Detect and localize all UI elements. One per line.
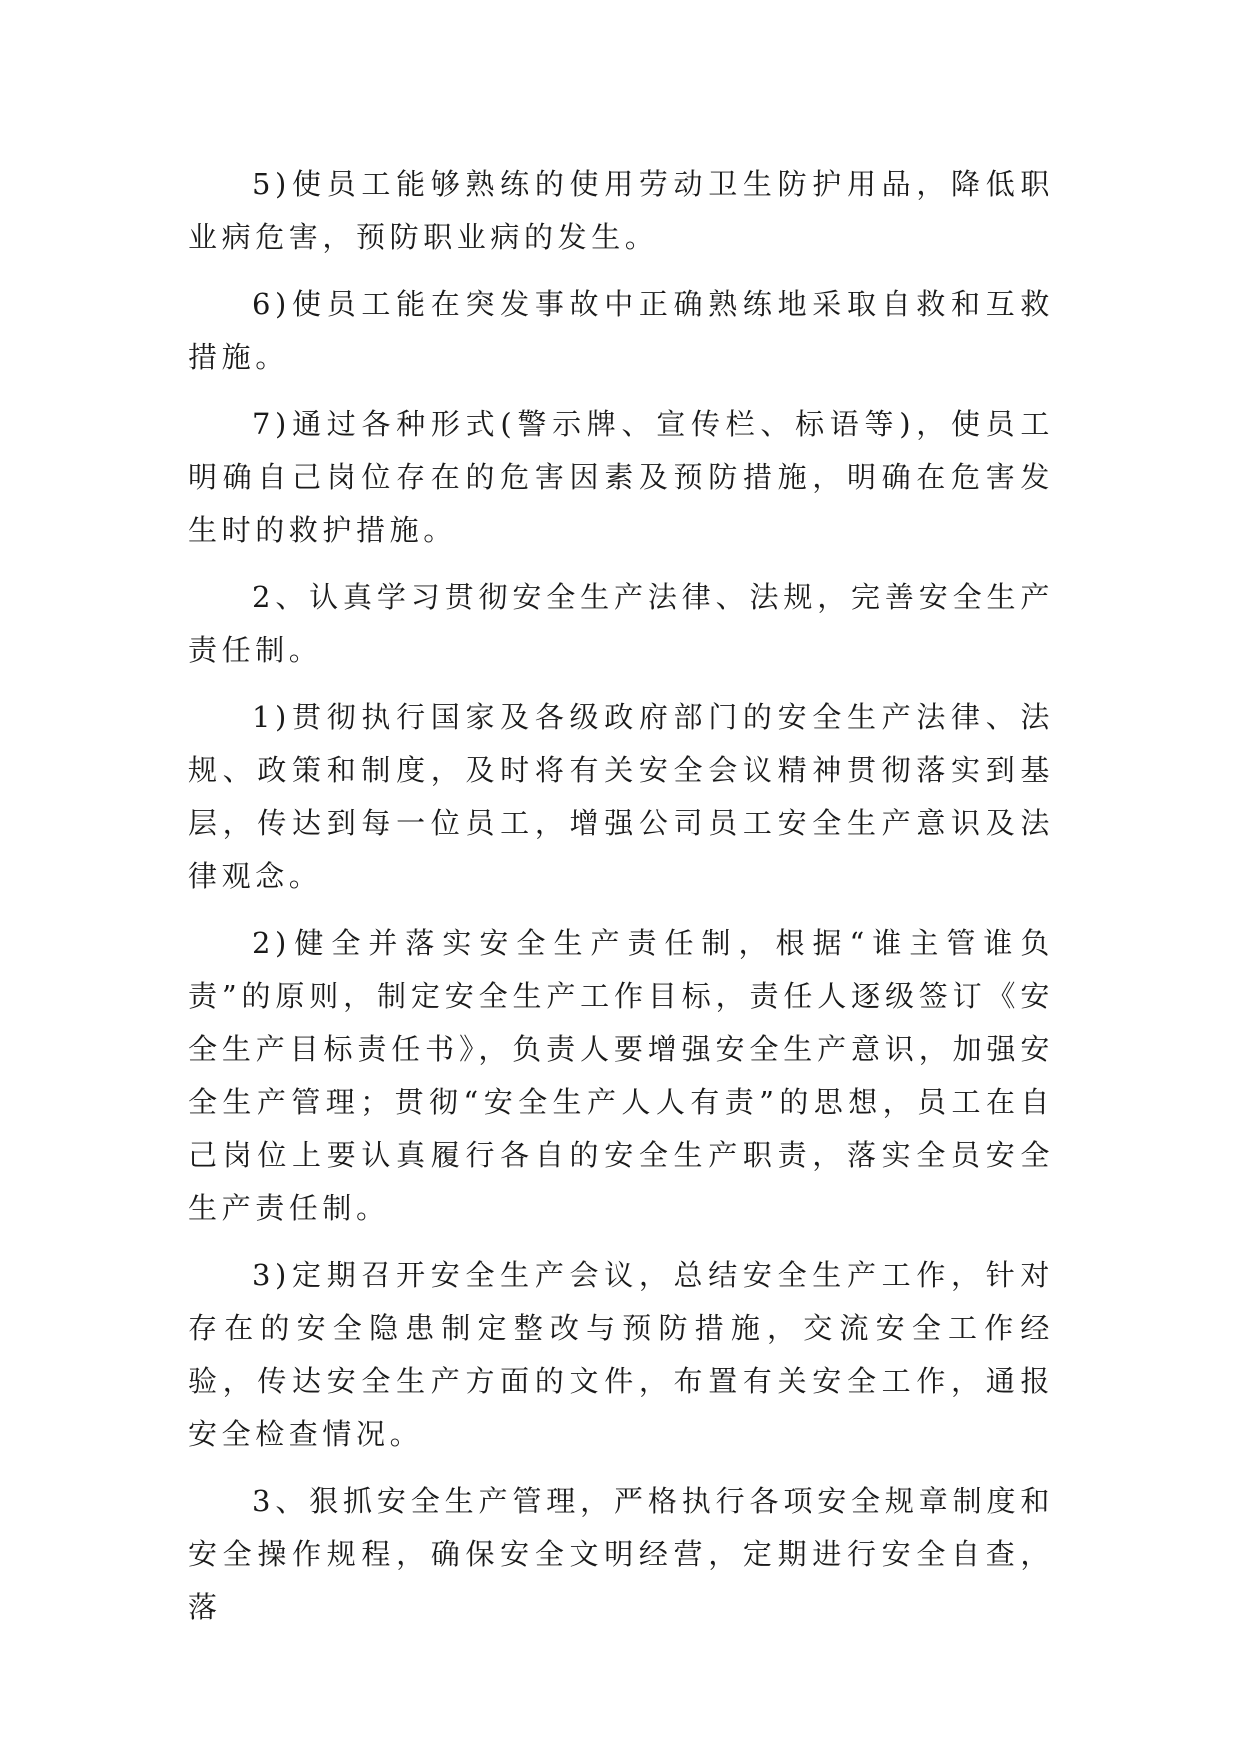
paragraph-section-2: 2、认真学习贯彻安全生产法律、法规，完善安全生产责任制。 — [188, 580, 1054, 667]
paragraph-item-5: 5)使员工能够熟练的使用劳动卫生防护用品，降低职业病危害，预防职业病的发生。 — [188, 167, 1054, 254]
paragraph-item-6: 6)使员工能在突发事故中正确熟练地采取自救和互救措施。 — [188, 287, 1054, 374]
document-body — [188, 158, 1054, 1648]
paragraph-item-7: 7)通过各种形式(警示牌、宣传栏、标语等)，使员工明确自己岗位存在的危害因素及预防措施，明确在危害发生时的救护措施。 — [188, 407, 1054, 547]
paragraph-section-2-item-3: 3)定期召开安全生产会议，总结安全生产工作，针对存在的安全隐患制定整改与预防措施，交流安全工作经验，传达安全生产方面的文件，布置有关安全工作，通报安全检查情况。 — [188, 1258, 1054, 1451]
paragraph-section-3: 3、狠抓安全生产管理，严格执行各项安全规章制度和安全操作规程，确保安全文明经营，定期进行安全自查，落 — [188, 1484, 1054, 1624]
paragraph-section-2-item-1: 1)贯彻执行国家及各级政府部门的安全生产法律、法规、政策和制度，及时将有关安全会议精神贯彻落实到基层，传达到每一位员工，增强公司员工安全生产意识及法律观念。 — [188, 700, 1054, 893]
paragraph-section-2-item-2: 2)健全并落实安全生产责任制，根据“谁主管谁负责”的原则，制定安全生产工作目标，责任人逐级签订《安全生产目标责任书》，负责人要增强安全生产意识，加强安全生产管理；贯彻“安全生产人人有责”的思想，员工在自己岗位上要认真履行各自的安全生产职责，落实全员安全生产责任制。 — [188, 926, 1054, 1225]
